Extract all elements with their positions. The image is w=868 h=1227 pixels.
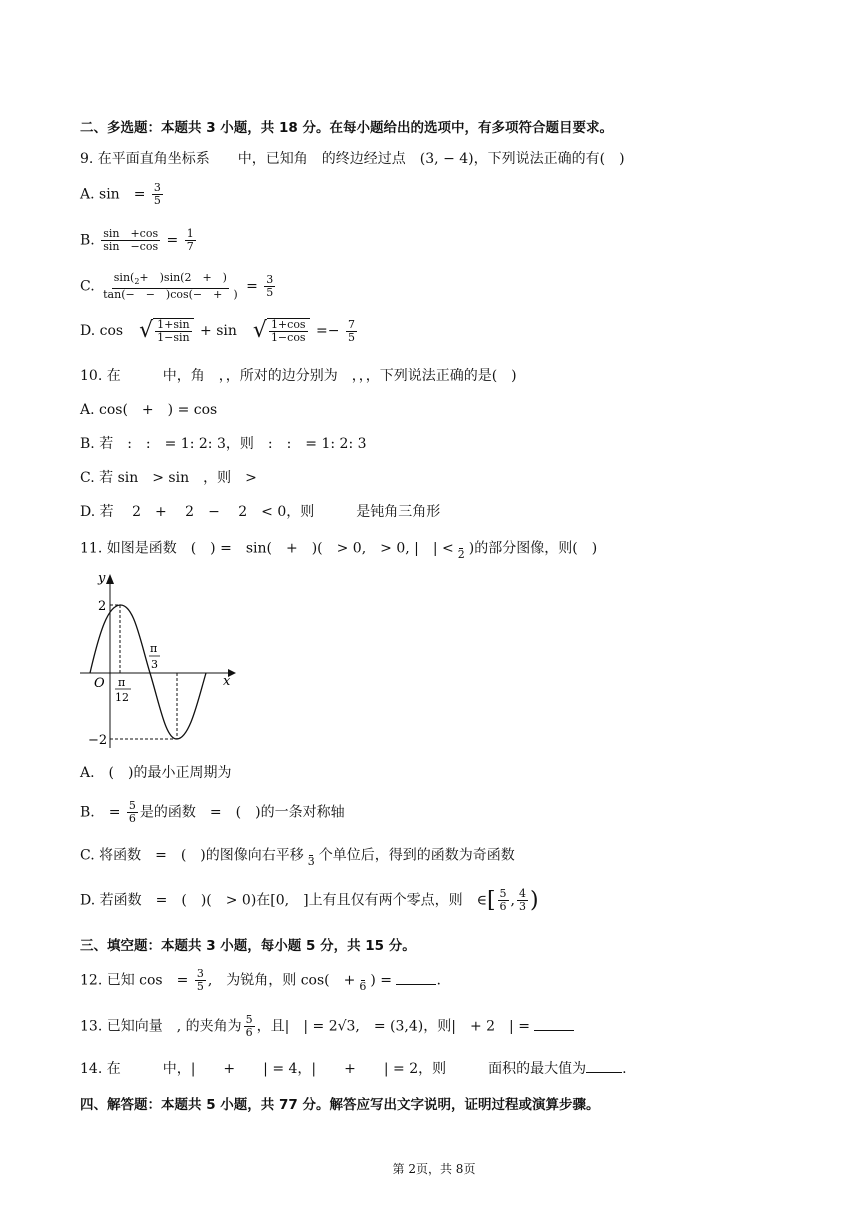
q9-c-rhs-fraction: $\frac{3}{5}$: [266, 273, 274, 300]
q9-d-label: D. cos: [80, 323, 138, 339]
q9-b-label: B.: [80, 232, 100, 249]
x-axis-label: x: [223, 674, 231, 689]
q10-option-c: C. 若 sin > sin ，则 >: [80, 470, 257, 486]
section4-heading: 四、解答题：本题共 5 小题，共 77 分。解答应写出文字说明，证明过程或演算步骤。: [80, 1097, 600, 1113]
q10-option-d: D. 若 2 + 2 − 2 < 0，则 是钝角三角形: [80, 504, 441, 520]
q9-a-text: A. sin =: [80, 186, 150, 203]
q9-d-sqrt2: √ $\frac{1+\cos}{1-\cos}$: [253, 318, 310, 344]
tick-pi-12-num: π: [118, 676, 126, 689]
q11-option-c: C. 将函数 = ( )的图像向右平移 3 个单位后，得到的函数为奇函数: [80, 843, 515, 868]
y-max-label: 2: [98, 599, 107, 614]
q13-answer-blank[interactable]: [534, 1016, 574, 1031]
section2-heading: 二、多选题：本题共 3 小题，共 18 分。在每小题给出的选项中，有多项符合题目要求。: [80, 120, 613, 136]
q13: 13. 已知向量 , 的夹角为 $\frac{5}{6}$ ，且| | = 2√3, = (3,4)，则| + 2 | =: [80, 1014, 574, 1039]
q10-option-a: A. cos( + ) = cos: [80, 402, 218, 418]
sine-curve: [90, 605, 206, 739]
q10-stem: 10. 在 中，角 ，，所对的边分别为 ，，，下列说法正确的是( ): [80, 368, 517, 384]
q9-d-sqrt1: √ $\frac{1+\sin}{1-\sin}$: [139, 318, 194, 344]
q9-a-fraction: $\frac{3}{5}$: [153, 181, 161, 207]
q9-option-d: D. cos √ $\frac{1+\sin}{1-\sin}$ + sin √ $\frac{1+\cos}{1-\cos}$ =− $\frac{7}{5}$: [80, 317, 355, 344]
q9-option-a: [80, 182, 165, 207]
tick-pi-3-den: 3: [151, 658, 158, 671]
q12: 12. 已知 cos = $\frac{3}{5}$ , 为锐角，则 cos( + 6 ) = .: [80, 967, 441, 993]
q12-answer-blank[interactable]: [396, 970, 436, 985]
y-axis-label: y: [98, 571, 106, 586]
y-min-label: −2: [88, 733, 108, 748]
function-graph: [80, 570, 240, 750]
q11-stem: 11. 如图是函数 ( ) = sin( + )( > 0, > 0, | | < 2 )的部分图像，则( ): [80, 536, 597, 561]
section3-heading: 三、填空题：本题共 3 小题，每小题 5 分，共 15 分。: [80, 938, 416, 954]
q9-d-rhs-fraction: $\frac{7}{5}$: [347, 317, 355, 344]
q11-option-b: B. = $\frac{5}{6}$ 是的函数 = ( )的一条对称轴: [80, 799, 345, 825]
q10-option-b: B. 若 : : = 1: 2: 3，则 : : = 1: 2: 3: [80, 436, 367, 452]
q9-c-label: C.: [80, 278, 100, 295]
tick-pi-12-den: 12: [115, 691, 129, 704]
q14: 14. 在 中，| + | = 4，| + | = 2，则 面积的最大值为 .: [80, 1058, 627, 1078]
q11-option-a: A. ( )的最小正周期为: [80, 765, 232, 781]
tick-pi-3-num: π: [150, 642, 158, 655]
q11-option-d: D. 若函数 = ( )( > 0)在[0, ]上有且仅有两个零点，则 ∈[ $\frac{5}{6}$ , $\frac{4}{3}$ ): [80, 887, 539, 913]
q9-stem: 9. 在平面直角坐标系 中，已知角 的终边经过点 (3, − 4)，下列说法正确的有( ): [80, 151, 625, 167]
y-axis-arrow: [106, 574, 114, 584]
q9-b-rhs-fraction: $\frac{1}{7}$: [186, 227, 194, 253]
q9-c-lhs-fraction: $\frac{\sin(_2+ )\sin(2 + )}{\tan(- - )\cos(- + )}$: [103, 271, 238, 302]
q9-b-lhs-fraction: $\frac{\sin +\cos}{\sin -\cos}$: [103, 227, 159, 253]
origin-label: O: [94, 676, 105, 691]
q9-option-b: B. $\frac{\sin +\cos}{\sin -\cos}$ = $\frac{1}{7}$: [80, 227, 194, 253]
q9-option-c: C. $\frac{\sin(_2+ )\sin(2 + )}{\tan(- - )\cos(- + )}$ = $\frac{3}{5}$: [80, 271, 274, 302]
q14-answer-blank[interactable]: [586, 1058, 622, 1073]
page-footer: 第 2页，共 8页: [392, 1162, 476, 1176]
